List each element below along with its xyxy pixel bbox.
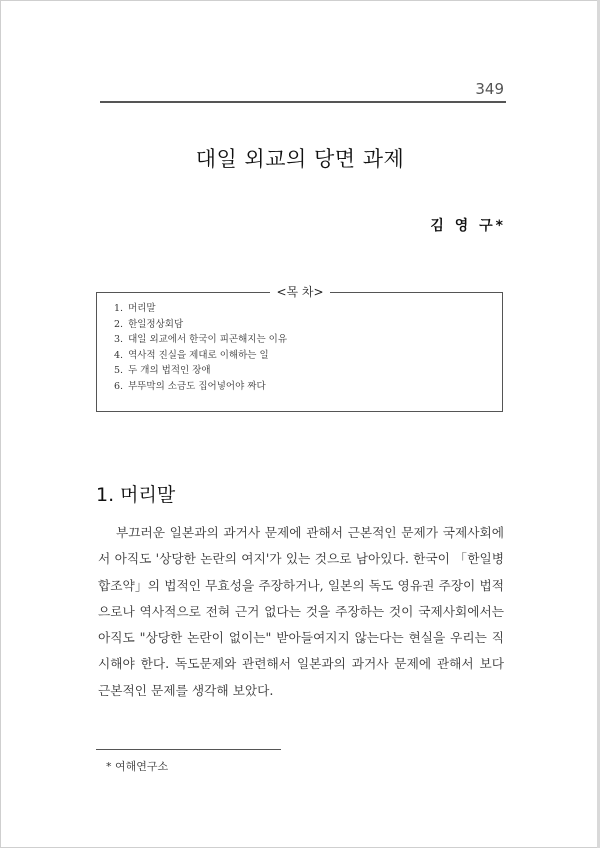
toc-list (114, 301, 287, 394)
toc-item (114, 379, 287, 395)
toc-item (114, 317, 287, 333)
toc-item-number: 6. (114, 380, 124, 392)
toc-item-label: 두 개의 법적인 장애 (128, 365, 211, 376)
footnote: * 여해연구소 (106, 760, 169, 773)
toc-item-number: 3. (114, 334, 124, 345)
toc-item-number: 5. (114, 365, 124, 376)
toc-item-label: 머리말 (128, 303, 156, 314)
toc-item (114, 348, 287, 364)
toc-item (114, 301, 287, 317)
toc-item (114, 363, 287, 379)
toc-item-label: 한일정상회담 (128, 318, 184, 330)
toc-item-number: 1. (114, 303, 124, 314)
toc-item-label: 대일 외교에서 한국이 피곤해지는 이유 (128, 334, 287, 345)
author-name: 김 영 구* (430, 218, 506, 234)
toc-item-label: 부뚜막의 소금도 집어넣어야 짜다 (128, 380, 266, 392)
header-rule (100, 101, 506, 103)
body-paragraph: 부끄러운 일본과의 과거사 문제에 관해서 근본적인 문제가 국제사회에서 아직도 '상당한 논란의 여지'가 있는 것으로 남아있다. 한국이 「한일병합조약」의 법적인 무효성을 주장하거나, 일본의 독도 영유권 주장이 법적으로나 역사적으로 전혀 근거 없다는 것을 주장하는 것이 국제사회에서는 아직도 "상당한 논란이 없이는" 받아들여지지 않는다는 현실을 우리는 직시해야 한다. 독도문제와 관련해서 일본과의 과거사 문제에 관해서 보다 근본적인 문제를 생각해 보았다. (98, 525, 504, 698)
toc-item-number: 2. (114, 318, 124, 330)
toc-heading: <목 차> (270, 283, 330, 300)
toc-item (114, 332, 287, 348)
article-title: 대일 외교의 당면 과제 (195, 147, 405, 171)
section-heading: 1. 머리말 (96, 484, 176, 506)
toc-item-number: 4. (114, 349, 124, 361)
page-number: 349 (475, 80, 504, 98)
toc-item-label: 역사적 진실을 제대로 이해하는 일 (128, 349, 269, 361)
footnote-rule (96, 749, 281, 750)
